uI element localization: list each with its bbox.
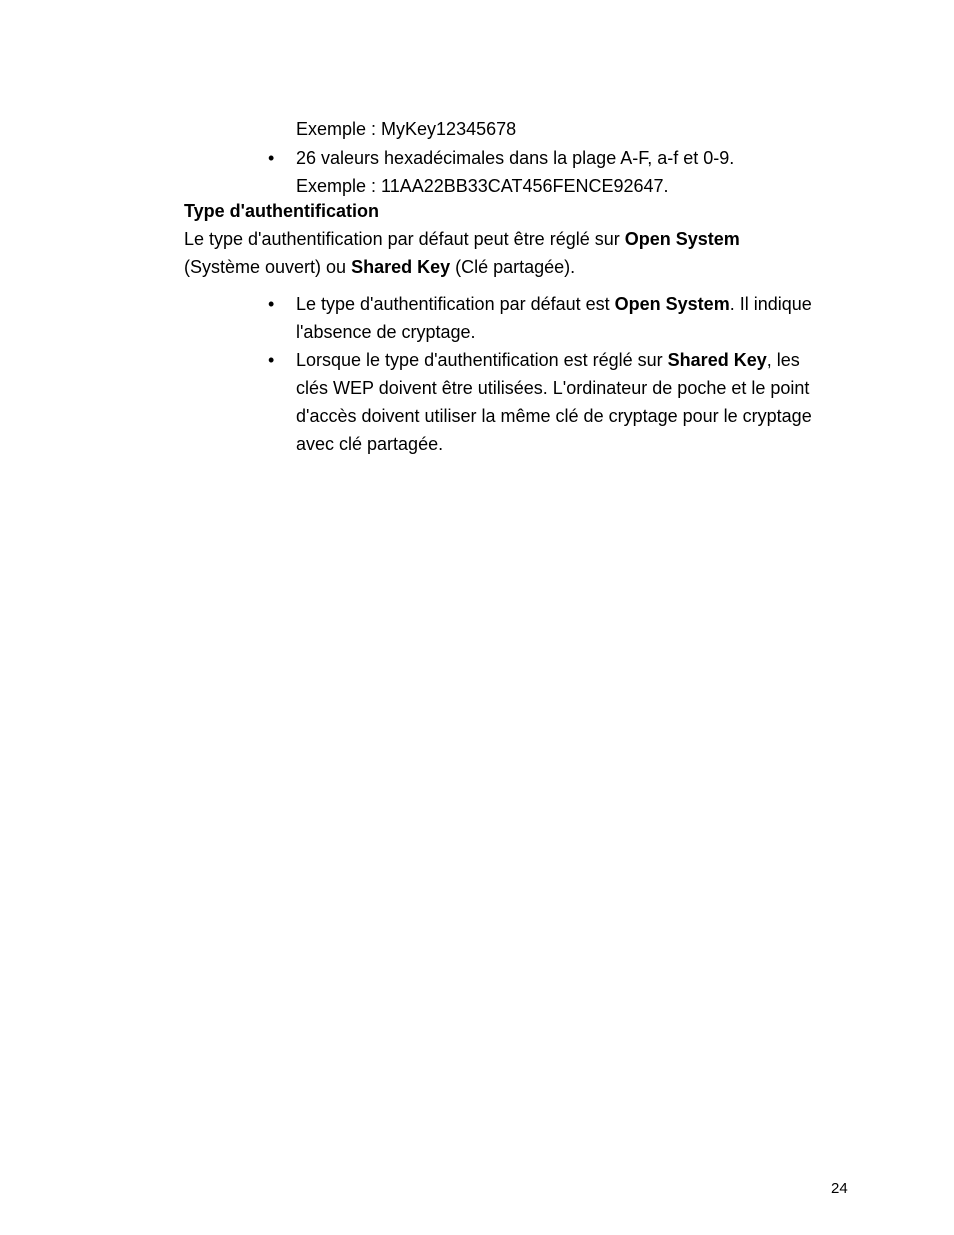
bullet-marker: • bbox=[268, 350, 275, 370]
bullet-text: , les bbox=[766, 350, 800, 370]
auth-paragraph-text: (Clé partagée). bbox=[450, 257, 576, 277]
bullet-1-line-1 bbox=[296, 293, 812, 315]
bullet-1-line-2: l'absence de cryptage. bbox=[296, 322, 476, 342]
auth-paragraph-line-1 bbox=[184, 228, 740, 250]
auth-paragraph-line-2 bbox=[184, 256, 575, 278]
shared-key-term: Shared Key bbox=[351, 257, 451, 277]
bullet-text: Le type d'authentification par défaut est bbox=[296, 294, 615, 314]
bullet-2-line-2: clés WEP doivent être utilisées. L'ordinateur de poche et le point bbox=[296, 378, 810, 398]
auth-paragraph-text: Le type d'authentification par défaut peut être réglé sur bbox=[184, 229, 625, 249]
bullet-2-line-1 bbox=[296, 349, 800, 371]
auth-paragraph-text: (Système ouvert) ou bbox=[184, 257, 352, 277]
bullet-marker: • bbox=[268, 148, 275, 168]
page-number: 24 bbox=[831, 1180, 848, 1197]
open-system-term: Open System bbox=[614, 294, 730, 314]
open-system-term: Open System bbox=[624, 229, 740, 249]
bullet-2-line-4: avec clé partagée. bbox=[296, 434, 444, 454]
hex-values-text: 26 valeurs hexadécimales dans la plage A-F, a-f et 0-9. bbox=[296, 148, 735, 168]
shared-key-term: Shared Key bbox=[667, 350, 767, 370]
example-mykey: Exemple : MyKey12345678 bbox=[296, 119, 517, 139]
hex-example-text: Exemple : 11AA22BB33CAT456FENCE92647. bbox=[296, 176, 669, 196]
bullet-text: . Il indique bbox=[729, 294, 812, 314]
bullet-text: Lorsque le type d'authentification est réglé sur bbox=[296, 350, 668, 370]
bullet-2-line-3: d'accès doivent utiliser la même clé de cryptage pour le cryptage bbox=[296, 406, 812, 426]
bullet-marker: • bbox=[268, 294, 275, 314]
section-heading-auth-type: Type d'authentification bbox=[184, 201, 379, 221]
